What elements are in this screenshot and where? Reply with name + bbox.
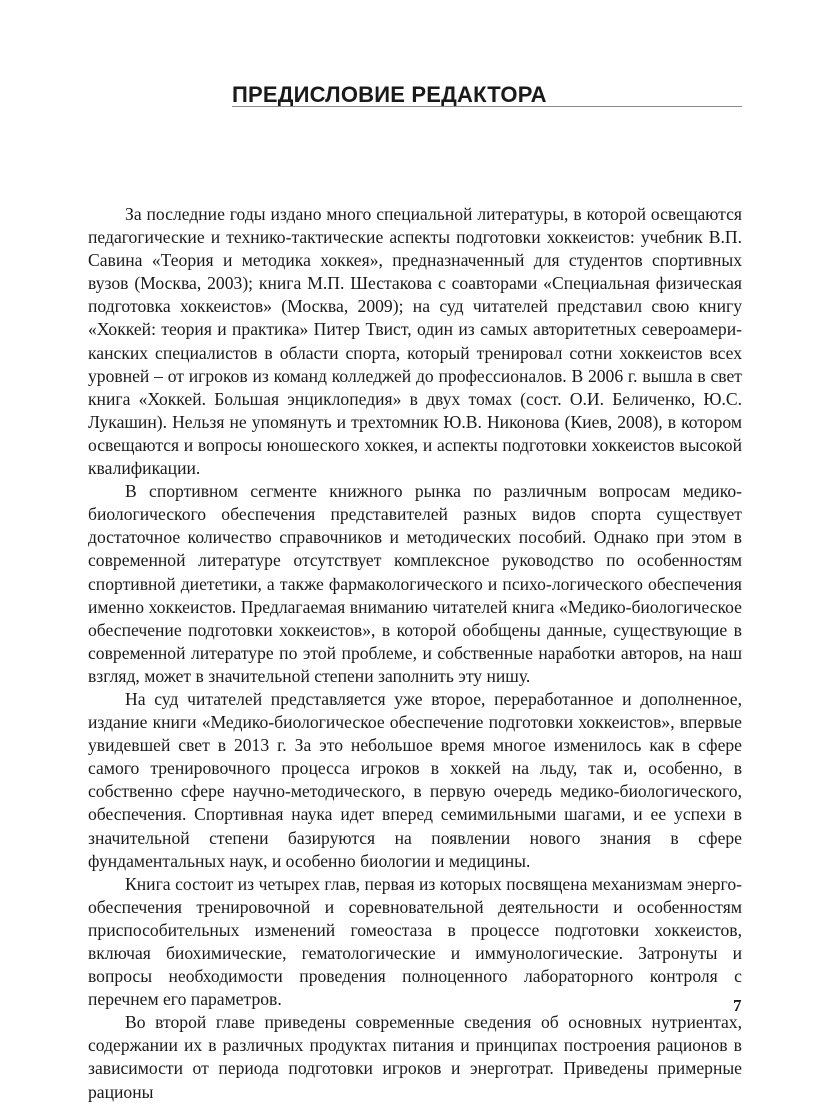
paragraph: За последние годы издано много специальной литературы, в которой освещаются педагогические и технико-тактические аспекты подготовки хоккеистов: учебник В.П. Савина «Теория и методика хоккея», предназначенный для студентов спортивных вузов (Москва, 2003); книга М.П. Шестакова с соавторами «Специальная физическая подготовка хоккеистов» (Москва, 2009); на суд читателей представил свою книгу «Хоккей: теория и практика» Питер Твист, один из самых авторитетных североамериканских специалистов в области спорта, который тренировал сотни хоккеистов всех уровней – от игроков из команд колледжей до профессионалов. В 2006 г. вышла в свет книга «Хоккей. Большая энциклопедия» в двух томах (сост. О.И. Беличенко, Ю.С. Лукашин). Нельзя не упомянуть и трехтомник Ю.В. Никонова (Киев, 2008), в котором освещаются и вопросы юношеского хоккея, и аспекты подготовки хоккеистов высокой квалификации. — [88, 204, 742, 479]
title-underline — [232, 106, 742, 107]
paragraph: Во второй главе приведены современные сведения об основных нутриентах, содержании их в различных продуктах питания и принципах построения рационов в зависимости от периода подготовки игроков и энерготрат. Приведены примерные рационы — [88, 1012, 742, 1102]
paragraph: В спортивном сегменте книжного рынка по различным вопросам медико-биологического обеспечения представителей разных видов спорта существует достаточное количество справочников и методических пособий. Однако при этом в современной литературе отсутствует комплексное руководство по особенностям спортивной диететики, а также фармакологического и психо-логического обеспечения именно хоккеистов. Предлагаемая вниманию читателей книга «Медико-биологическое обеспечение подготовки хоккеистов», в которой обобщены данные, существующие в современной литературе по этой проблеме, и собственные наработки авторов, на наш взгляд, может в значительной степени заполнить эту нишу. — [88, 481, 742, 686]
page-title: ПРЕДИСЛОВИЕ РЕДАКТОРА — [232, 82, 547, 107]
paragraph: На суд читателей представляется уже второе, переработанное и дополненное, издание книги «Медико-биологическое обеспечение подготовки хоккеистов», впервые увидевшей свет в 2013 г. За это небольшое время многое изменилось как в сфере самого тренировочного процесса игроков в хоккей на льду, так и, особенно, в собственно сфере научно-методического, в первую очередь медико-биологического, обеспечения. Спортивная наука идет вперед семимильными шагами, и ее успехи в значительной степени базируются на появлении нового знания в сфере фундаментальных наук, и особенно биологии и медицины. — [88, 688, 742, 871]
paragraph: Книга состоит из четырех глав, первая из которых посвящена механизмам энергообеспечения тренировочной и соревновательной деятельности и особенностям приспособительных изменений гомеостаза в процессе подготовки хоккеистов, включая биохимические, гематологические и иммунологические. Затронуты и вопросы необходимости проведения полноценного лабораторного контроля с перечнем его параметров. — [88, 873, 742, 1010]
page-number: 7 — [733, 996, 742, 1015]
body-text — [88, 203, 742, 1104]
